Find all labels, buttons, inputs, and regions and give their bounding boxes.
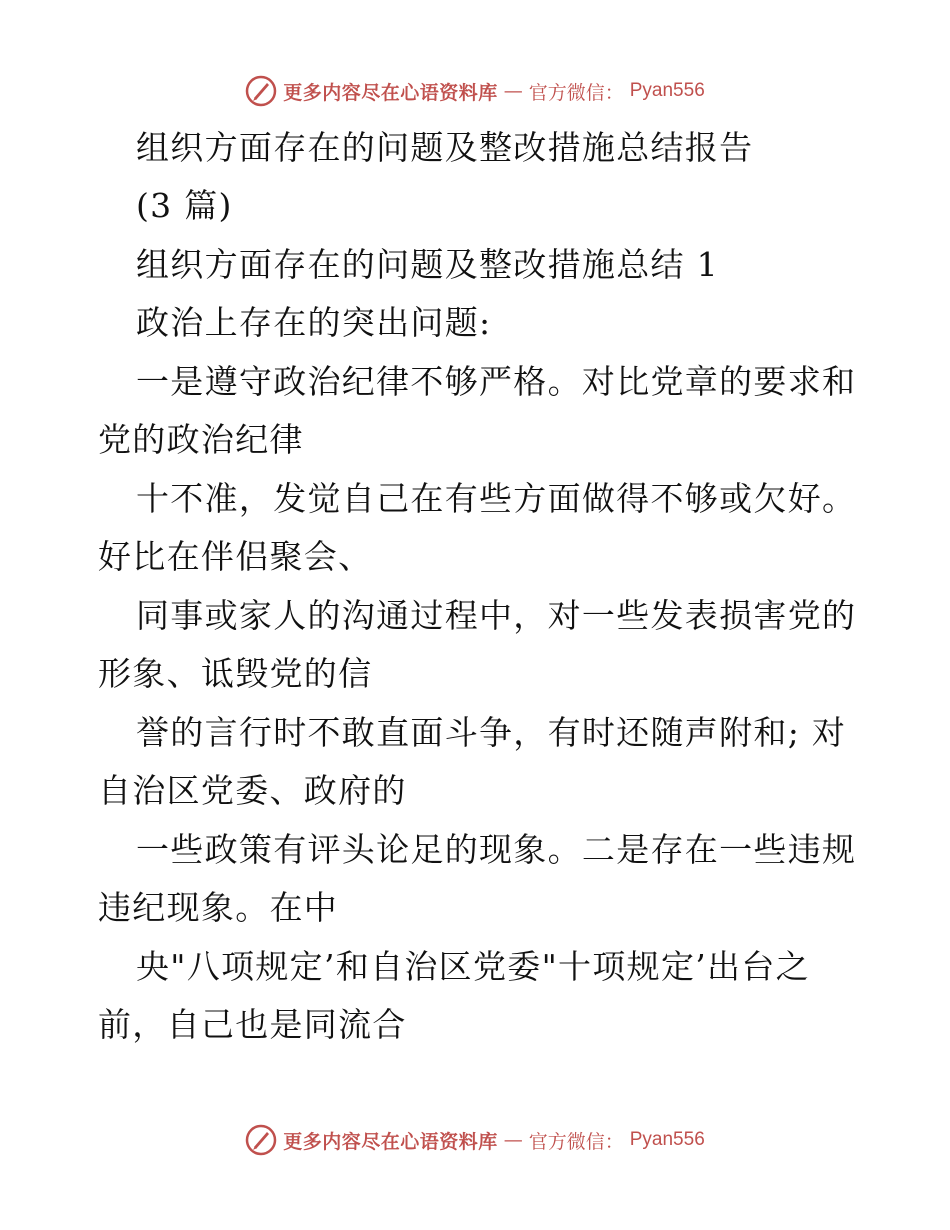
promo-text: 更多内容尽在心语资料库 [283,1130,498,1153]
body-line: 自治区党委、政府的 [98,771,407,810]
footer-watermark [0,1120,950,1160]
header-watermark [0,71,950,111]
body-line: 一些政策有评头论足的现象。二是存在一些违规 [136,830,857,869]
quill-pen-logo-icon [245,75,277,107]
section-heading: 组织方面存在的问题及整改措施总结 1 [136,245,719,284]
promo-text: 更多内容尽在心语资料库 [283,81,498,104]
body-line: 形象、诋毁党的信 [98,654,373,693]
separator: — [503,80,523,102]
body-line: 同事或家人的沟通过程中，对一些发表损害党的 [136,596,857,635]
body-line: 十不准，发觉自己在有些方面做得不够或欠好。 [136,479,857,518]
document-title: 组织方面存在的问题及整改措施总结报告 [136,128,754,167]
quill-pen-logo-icon [245,1124,277,1156]
separator: — [503,1129,523,1151]
body-line: 党的政治纪律 [98,420,304,459]
wechat-label: 官方微信： [528,81,624,104]
body-line: 央"八项规定’和自治区党委"十项规定’出台之 [136,947,810,986]
body-line: 前，自己也是同流合 [98,1005,407,1044]
body-line: 誉的言行时不敢直面斗争，有时还随声附和; 对 [136,713,847,752]
wechat-id: Pyan556 [629,80,705,101]
body-line: 好比在伴侣聚会、 [98,537,373,576]
document-title-count: (3 篇) [136,186,233,225]
wechat-label: 官方微信： [528,1130,624,1153]
wechat-id: Pyan556 [629,1129,705,1150]
body-line: 违纪现象。在中 [98,888,339,927]
body-line: 一是遵守政治纪律不够严格。对比党章的要求和 [136,362,857,401]
body-line: 政治上存在的突出问题: [136,303,492,342]
